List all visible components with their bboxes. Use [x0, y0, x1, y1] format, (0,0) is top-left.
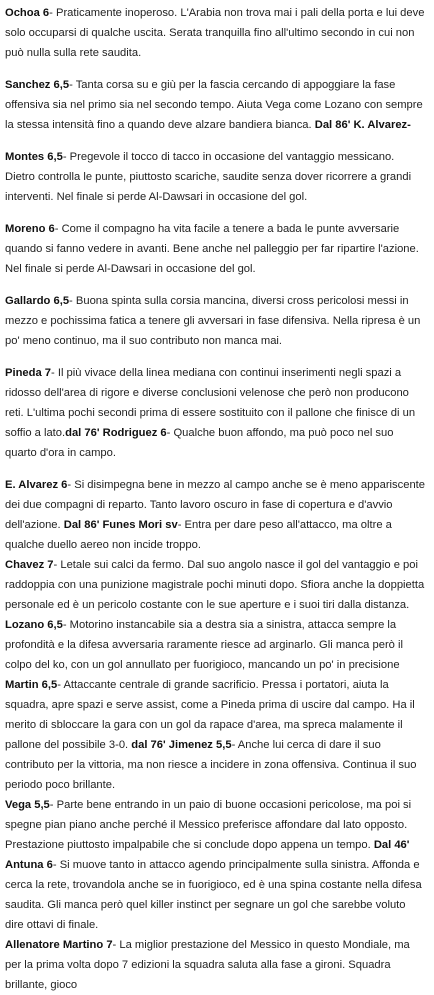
rating-comment: - Qualche buon affondo, ma può poco nel suo quarto d'ora in campo. — [5, 427, 394, 459]
player-rating-label: Montes 6,5 — [5, 151, 63, 163]
rating-comment: - Motorino instancabile sia a destra sia a sinistra, attacca sempre la profondità e la difesa avversaria raramente riesce ad arginarlo. Gli manca però il colpo del ko, con un gol annullato per fuorigioco, mancando un po' in precisione — [5, 619, 403, 671]
paragraph-gap — [5, 63, 426, 75]
paragraph-gap — [5, 207, 426, 219]
rating-comment: - Anche lui cerca di dare il suo contributo per la vittoria, ma non riesce a incidere in zona offensiva. Continua il suo periodo poco brillante. — [5, 739, 417, 791]
player-rating-label: dal 76' Rodriguez 6 — [65, 427, 167, 439]
rating-paragraph — [5, 615, 426, 675]
player-rating-label: dal 76' Jimenez 5,5 — [131, 739, 232, 751]
rating-comment: - Buona spinta sulla corsia mancina, diversi cross pericolosi messi in mezzo e pochissima fatica a tenere gli avversari in fase difensiva. Nella ripresa è un po' meno continuo, ma il suo contributo non manca mai. — [5, 295, 421, 347]
player-rating-label: Ochoa 6 — [5, 7, 50, 19]
player-rating-label: Martin 6,5 — [5, 679, 58, 691]
rating-paragraph — [5, 147, 426, 207]
player-rating-label: Vega 5,5 — [5, 799, 50, 811]
rating-comment: - Parte bene entrando in un paio di buone occasioni pericolose, ma poi si spegne pian piano anche perché il Messico preferisce affondare dal lato opposto. Prestazione piuttosto impalpabile che si conclude dopo appena un tempo. — [5, 799, 412, 851]
rating-comment: - Tanta corsa su e giù per la fascia cercando di appoggiare la fase offensiva sia nel primo sia nel secondo tempo. Aiuta Vega come Lozano con sempre la stessa intensità fino a quando deve alzare bandiera bianca. — [5, 79, 423, 131]
rating-comment: - Si disimpegna bene in mezzo al campo anche se è meno appariscente dei due compagni di reparto. Tanto lavoro oscuro in fase di copertura e d'avvio dell'azione. — [5, 479, 425, 531]
player-rating-label: Allenatore Martino 7 — [5, 939, 113, 951]
rating-comment: - Pregevole il tocco di tacco in occasione del vantaggio messicano. Dietro controlla le punte, piuttosto scariche, saudite senza dover ricorrere a grandi interventi. Nel finale si perde Al-Dawsari in occasione del gol. — [5, 151, 412, 203]
paragraph-gap — [5, 279, 426, 291]
rating-comment: - Attaccante centrale di grande sacrificio. Pressa i portatori, aiuta la squadra, apre spazi e serve assist, come a Pineda prima di uscire dal campo. Ha il merito di sbloccare la gara con un gol da rapace d'area, ma spreca malamente il pallone del possibile 3-0. — [5, 679, 415, 751]
rating-paragraph — [5, 219, 426, 279]
player-rating-label: Pineda 7 — [5, 367, 52, 379]
rating-paragraph — [5, 291, 426, 351]
rating-comment: - Entra per dare peso all'attacco, ma oltre a qualche duello aereo non incide troppo. — [5, 519, 392, 551]
paragraph-gap — [5, 351, 426, 363]
rating-paragraph — [5, 935, 426, 995]
paragraph-gap — [5, 463, 426, 475]
rating-paragraph — [5, 363, 426, 463]
player-rating-label: Sanchez 6,5 — [5, 79, 70, 91]
rating-paragraph — [5, 795, 426, 935]
rating-comment: - Il più vivace della linea mediana con continui inserimenti negli spazi a ridosso dell'area di rigore e diverse conclusioni velenose che però non producono reti. L'ultima pochi secondi prima di essere sostituito con il pallone che finisce di un soffio a lato. — [5, 367, 416, 439]
rating-comment: - Come il compagno ha vita facile a tenere a bada le punte avversarie quando si fanno vedere in avanti. Bene anche nel palleggio per far ripartire l'azione. Nel finale si perde Al-Dawsari in occasione del gol. — [5, 223, 419, 275]
rating-paragraph — [5, 75, 426, 135]
rating-paragraph — [5, 555, 426, 615]
paragraph-gap — [5, 135, 426, 147]
rating-comment: - La miglior prestazione del Messico in questo Mondiale, ma per la prima volta dopo 7 edizioni la squadra saluta alla fase a gironi. Squadra brillante, gioco — [5, 939, 410, 991]
player-rating-label: Dal 86' Funes Mori sv — [63, 519, 178, 531]
rating-comment: - Praticamente inoperoso. L'Arabia non trova mai i pali della porta e lui deve solo occuparsi di qualche uscita. Serata tranquilla fino all'ultimo secondo in cui non può nulla sulla rete saudita. — [5, 7, 425, 59]
player-rating-label: E. Alvarez 6 — [5, 479, 68, 491]
rating-paragraph — [5, 475, 426, 555]
rating-comment: - Letale sui calci da fermo. Dal suo angolo nasce il gol del vantaggio e poi raddoppia con una punizione magistrale pochi minuti dopo. Sfiora anche la doppietta personale ed è un pericolo costante con le sue aperture e i suoi tiri dalla distanza. — [5, 559, 425, 611]
player-rating-label: Moreno 6 — [5, 223, 55, 235]
rating-paragraph — [5, 3, 426, 63]
player-rating-label: Chavez 7 — [5, 559, 54, 571]
player-rating-label: Dal 86' K. Alvarez- — [314, 119, 411, 131]
player-rating-label: Gallardo 6,5 — [5, 295, 70, 307]
player-rating-label: Dal 46' Antuna 6 — [5, 839, 410, 871]
rating-comment: - Si muove tanto in attacco agendo principalmente sulla sinistra. Affonda e cerca la rete, trovandola anche se in fuorigioco, ed è una spina costante nella difesa saudita. Gli manca però quel killer instinct per segnare un gol che sarebbe voluto dire ottavi di finale. — [5, 859, 422, 931]
rating-paragraph — [5, 675, 426, 795]
player-rating-label: Lozano 6,5 — [5, 619, 63, 631]
